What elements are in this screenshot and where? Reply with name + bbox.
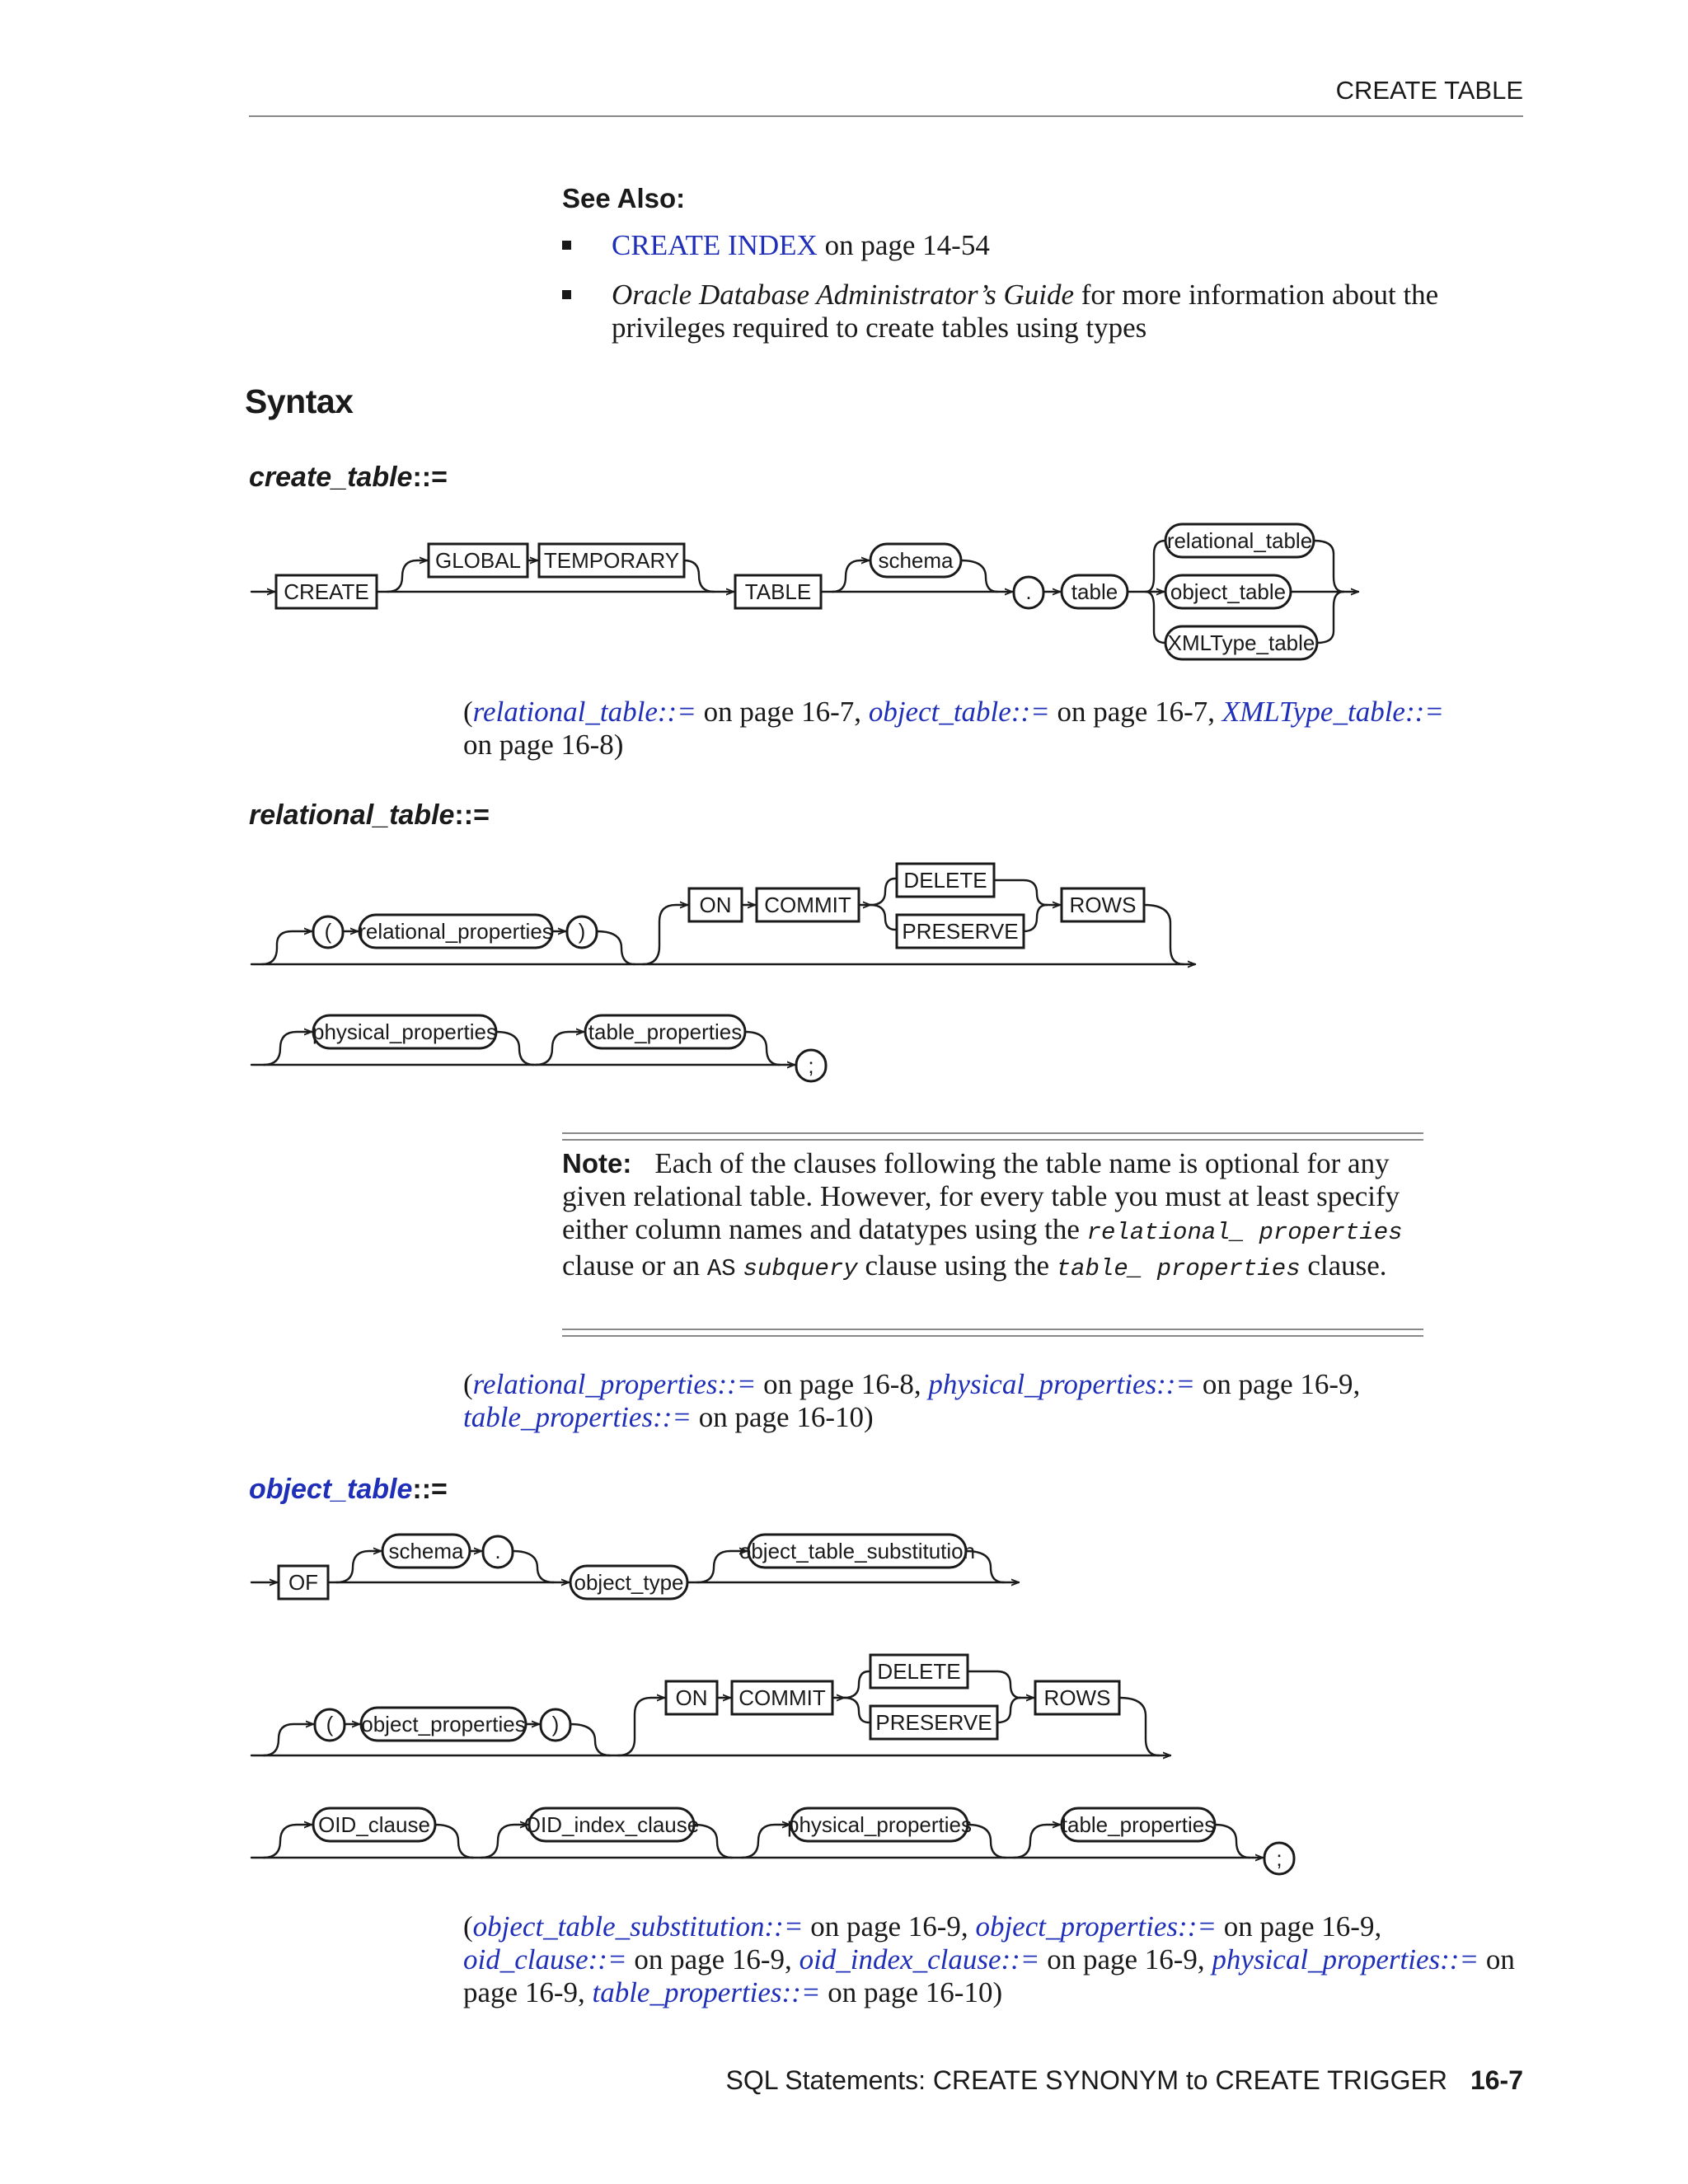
nonterminal-object-table: object_table	[1170, 579, 1287, 604]
nonterminal-oid-clause: OID_clause	[318, 1812, 430, 1837]
note-label: Note:	[562, 1148, 632, 1179]
nonterminal-table-properties: table_properties	[1061, 1812, 1216, 1837]
section-heading: Syntax	[245, 382, 354, 420]
keyword-rows: ROWS	[1043, 1685, 1111, 1710]
rule-name-text[interactable]: object_table	[249, 1474, 413, 1505]
xref-text: (	[463, 1910, 473, 1943]
note-text: Each of the clauses following the table name is optional for any given relational table. However, for every table you must at least specify either column names and datatypes using the	[562, 1147, 1400, 1245]
running-header: CREATE TABLE	[1335, 76, 1523, 105]
keyword-delete: DELETE	[877, 1659, 961, 1684]
xref-link[interactable]: physical_properties::=	[1212, 1943, 1479, 1975]
nonterminal-object-table-substitution: object_table_substitution	[738, 1539, 976, 1563]
xref-link[interactable]: oid_clause::=	[463, 1943, 627, 1975]
xref-link[interactable]: table_properties::=	[592, 1976, 821, 2008]
diagram-create-table	[251, 524, 1358, 659]
xref-text: on page 16-10)	[692, 1401, 874, 1433]
keyword-rows: ROWS	[1069, 893, 1137, 917]
xref-text: on page 16-7,	[1049, 696, 1222, 728]
nonterminal-relational-properties: relational_properties	[359, 919, 553, 944]
note-text: clause using the	[857, 1249, 1057, 1282]
terminal-rparen: )	[551, 1712, 560, 1736]
keyword-preserve: PRESERVE	[902, 919, 1019, 944]
page-number: 16-7	[1470, 2065, 1523, 2095]
note-text: clause or an	[562, 1249, 707, 1282]
keyword-commit: COMMIT	[738, 1685, 826, 1710]
xref-text: on page 16-8)	[463, 729, 624, 761]
keyword-table: TABLE	[744, 579, 812, 604]
xref-link[interactable]: relational_table::=	[472, 696, 696, 728]
note-code: subquery	[743, 1255, 858, 1282]
diagram-relational-table	[251, 864, 1195, 1081]
note-code: relational_ properties	[1086, 1219, 1403, 1246]
see-also-item-text: for more information about the privileges required to create tables using types	[612, 279, 1439, 344]
keyword-on: ON	[675, 1685, 708, 1710]
keyword-on: ON	[699, 893, 732, 917]
keyword-create: CREATE	[284, 579, 369, 604]
xref-text: on page 16-9,	[626, 1943, 799, 1975]
keyword-of: OF	[288, 1570, 319, 1595]
nonterminal-object-type: object_type	[574, 1570, 684, 1595]
keyword-delete: DELETE	[903, 868, 987, 893]
rule-name-text: relational_table	[249, 799, 455, 831]
create-index-link[interactable]: CREATE INDEX	[612, 229, 818, 261]
keyword-commit: COMMIT	[764, 893, 851, 917]
xref-text: on page 16-8,	[756, 1368, 929, 1400]
terminal-semicolon: ;	[1276, 1846, 1282, 1871]
nonterminal-relational-table: relational_table	[1166, 528, 1313, 553]
xref-link[interactable]: physical_properties::=	[928, 1368, 1196, 1400]
nonterminal-schema: schema	[878, 548, 954, 573]
xref-link[interactable]: oid_index_clause::=	[799, 1943, 1040, 1975]
footer-title: SQL Statements: CREATE SYNONYM to CREATE TRIGGER	[725, 2065, 1447, 2095]
nonterminal-object-properties: object_properties	[361, 1712, 526, 1736]
see-also-heading: See Also:	[562, 183, 686, 213]
xref-text: on page 16-9,	[463, 1943, 1515, 2008]
nonterminal-schema: schema	[388, 1539, 464, 1563]
note-code: table_ properties	[1056, 1255, 1301, 1282]
rule-operator: ::=	[412, 462, 448, 493]
xref-text: (	[463, 696, 473, 728]
xref-link[interactable]: object_table::=	[868, 696, 1050, 728]
terminal-semicolon: ;	[808, 1053, 814, 1078]
xref-text: (	[463, 1368, 473, 1400]
book-title: Oracle Database Administrator’s Guide	[612, 279, 1074, 311]
nonterminal-physical-properties: physical_properties	[312, 1019, 498, 1044]
keyword-global: GLOBAL	[434, 548, 522, 573]
xref-text: on page 16-10)	[820, 1976, 1003, 2008]
see-also-item-text: on page 14-54	[817, 229, 990, 261]
xref-text: on page 16-7,	[696, 696, 869, 728]
xref-text: on page 16-9,	[1039, 1943, 1212, 1975]
note-code: AS	[706, 1255, 736, 1282]
terminal-lparen: (	[326, 1712, 334, 1736]
xref-link[interactable]: object_table_substitution::=	[472, 1910, 804, 1943]
xref-link[interactable]: object_properties::=	[975, 1910, 1217, 1943]
xref-text: on page 16-9,	[1195, 1368, 1361, 1400]
rule-operator: ::=	[412, 1474, 448, 1505]
rule-name-text: create_table	[249, 462, 413, 493]
nonterminal-xmltype-table: XMLType_table	[1167, 630, 1315, 655]
nonterminal-oid-index-clause: OID_index_clause	[523, 1812, 700, 1837]
rule-operator: ::=	[454, 799, 490, 831]
nonterminal-physical-properties: physical_properties	[786, 1812, 973, 1837]
terminal-rparen: )	[578, 919, 586, 944]
note-text: clause.	[1300, 1249, 1387, 1282]
nonterminal-table: table	[1071, 579, 1118, 604]
keyword-preserve: PRESERVE	[875, 1710, 992, 1735]
nonterminal-table-properties: table_properties	[588, 1019, 743, 1044]
xref-link[interactable]: table_properties::=	[463, 1401, 692, 1433]
terminal-dot: .	[1025, 579, 1032, 604]
xref-text: on page 16-9,	[803, 1910, 976, 1943]
xref-text: on page 16-9,	[1216, 1910, 1382, 1943]
xref-link[interactable]: XMLType_table::=	[1221, 696, 1444, 728]
xref-link[interactable]: relational_properties::=	[472, 1368, 757, 1400]
diagram-object-table	[251, 1535, 1294, 1874]
keyword-temporary: TEMPORARY	[543, 548, 680, 573]
terminal-dot: .	[495, 1539, 501, 1563]
terminal-lparen: (	[324, 919, 332, 944]
